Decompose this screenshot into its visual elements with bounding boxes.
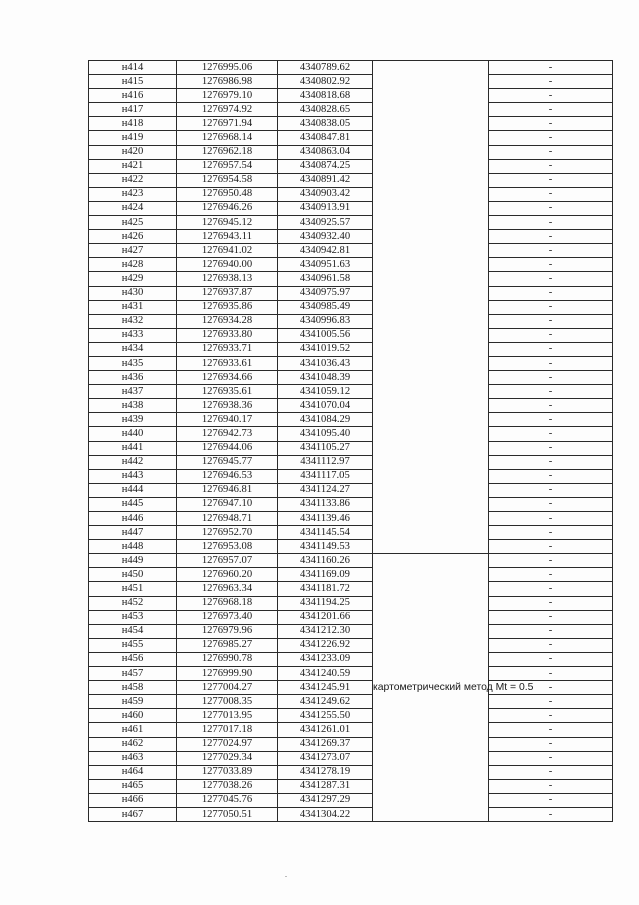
x-coordinate-cell: 1276938.36 bbox=[177, 399, 278, 413]
y-coordinate-cell: 4340975.97 bbox=[278, 286, 373, 300]
y-coordinate-cell: 4340951.63 bbox=[278, 258, 373, 272]
dash-cell: - bbox=[489, 469, 613, 483]
dash-cell: - bbox=[489, 779, 613, 793]
dash-cell: - bbox=[489, 89, 613, 103]
table-row bbox=[89, 75, 613, 89]
y-coordinate-cell: 4341019.52 bbox=[278, 342, 373, 356]
dash-cell: - bbox=[489, 328, 613, 342]
table-row bbox=[89, 286, 613, 300]
y-coordinate-cell: 4341169.09 bbox=[278, 568, 373, 582]
x-coordinate-cell: 1276942.73 bbox=[177, 427, 278, 441]
dash-cell: - bbox=[489, 413, 613, 427]
table-row bbox=[89, 512, 613, 526]
x-coordinate-cell: 1276948.71 bbox=[177, 512, 278, 526]
table-row bbox=[89, 497, 613, 511]
y-coordinate-cell: 4341212.30 bbox=[278, 624, 373, 638]
dash-cell: - bbox=[489, 286, 613, 300]
table-row bbox=[89, 723, 613, 737]
point-name-cell: н457 bbox=[89, 667, 177, 681]
y-coordinate-cell: 4341304.22 bbox=[278, 807, 373, 821]
y-coordinate-cell: 4340789.62 bbox=[278, 61, 373, 75]
table-row bbox=[89, 526, 613, 540]
x-coordinate-cell: 1276945.12 bbox=[177, 216, 278, 230]
dash-cell: - bbox=[489, 258, 613, 272]
y-coordinate-cell: 4341269.37 bbox=[278, 737, 373, 751]
x-coordinate-cell: 1276963.34 bbox=[177, 582, 278, 596]
x-coordinate-cell: 1276934.66 bbox=[177, 371, 278, 385]
point-name-cell: н423 bbox=[89, 187, 177, 201]
y-coordinate-cell: 4341194.25 bbox=[278, 596, 373, 610]
dash-cell: - bbox=[489, 145, 613, 159]
x-coordinate-cell: 1276950.48 bbox=[177, 187, 278, 201]
point-name-cell: н444 bbox=[89, 483, 177, 497]
x-coordinate-cell: 1276946.81 bbox=[177, 483, 278, 497]
x-coordinate-cell: 1276940.17 bbox=[177, 413, 278, 427]
y-coordinate-cell: 4340942.81 bbox=[278, 244, 373, 258]
y-coordinate-cell: 4341124.27 bbox=[278, 483, 373, 497]
point-name-cell: н425 bbox=[89, 216, 177, 230]
x-coordinate-cell: 1276935.61 bbox=[177, 385, 278, 399]
table-row bbox=[89, 779, 613, 793]
x-coordinate-cell: 1277038.26 bbox=[177, 779, 278, 793]
point-name-cell: н458 bbox=[89, 681, 177, 695]
dash-cell: - bbox=[489, 61, 613, 75]
y-coordinate-cell: 4340913.91 bbox=[278, 201, 373, 215]
point-name-cell: н465 bbox=[89, 779, 177, 793]
point-name-cell: н418 bbox=[89, 117, 177, 131]
dash-cell: - bbox=[489, 793, 613, 807]
y-coordinate-cell: 4341117.05 bbox=[278, 469, 373, 483]
y-coordinate-cell: 4341149.53 bbox=[278, 540, 373, 554]
table-row bbox=[89, 145, 613, 159]
y-coordinate-cell: 4340996.83 bbox=[278, 314, 373, 328]
dash-cell: - bbox=[489, 117, 613, 131]
table-row bbox=[89, 300, 613, 314]
dash-cell: - bbox=[489, 526, 613, 540]
table-row bbox=[89, 89, 613, 103]
x-coordinate-cell: 1276971.94 bbox=[177, 117, 278, 131]
point-name-cell: н442 bbox=[89, 455, 177, 469]
dash-cell: - bbox=[489, 356, 613, 370]
y-coordinate-cell: 4341273.07 bbox=[278, 751, 373, 765]
dash-cell: - bbox=[489, 652, 613, 666]
table-row bbox=[89, 469, 613, 483]
method-cell: картометрический метод Mt = 0.5 bbox=[373, 554, 489, 822]
y-coordinate-cell: 4340802.92 bbox=[278, 75, 373, 89]
table-row bbox=[89, 117, 613, 131]
x-coordinate-cell: 1276960.20 bbox=[177, 568, 278, 582]
x-coordinate-cell: 1276974.92 bbox=[177, 103, 278, 117]
y-coordinate-cell: 4341139.46 bbox=[278, 512, 373, 526]
point-name-cell: н431 bbox=[89, 300, 177, 314]
x-coordinate-cell: 1276985.27 bbox=[177, 638, 278, 652]
x-coordinate-cell: 1276937.87 bbox=[177, 286, 278, 300]
x-coordinate-cell: 1276979.10 bbox=[177, 89, 278, 103]
point-name-cell: н454 bbox=[89, 624, 177, 638]
dash-cell: - bbox=[489, 582, 613, 596]
point-name-cell: н421 bbox=[89, 159, 177, 173]
y-coordinate-cell: 4340891.42 bbox=[278, 173, 373, 187]
y-coordinate-cell: 4341278.19 bbox=[278, 765, 373, 779]
table-row bbox=[89, 173, 613, 187]
point-name-cell: н433 bbox=[89, 328, 177, 342]
dash-cell: - bbox=[489, 765, 613, 779]
point-name-cell: н443 bbox=[89, 469, 177, 483]
x-coordinate-cell: 1276943.11 bbox=[177, 230, 278, 244]
x-coordinate-cell: 1276938.13 bbox=[177, 272, 278, 286]
x-coordinate-cell: 1277013.95 bbox=[177, 709, 278, 723]
table-row bbox=[89, 765, 613, 779]
table-row bbox=[89, 314, 613, 328]
x-coordinate-cell: 1276968.18 bbox=[177, 596, 278, 610]
table-row bbox=[89, 244, 613, 258]
dash-cell: - bbox=[489, 75, 613, 89]
x-coordinate-cell: 1277029.34 bbox=[177, 751, 278, 765]
dash-cell: - bbox=[489, 342, 613, 356]
point-name-cell: н424 bbox=[89, 201, 177, 215]
y-coordinate-cell: 4341181.72 bbox=[278, 582, 373, 596]
y-coordinate-cell: 4341059.12 bbox=[278, 385, 373, 399]
table-row bbox=[89, 441, 613, 455]
table-row bbox=[89, 610, 613, 624]
point-name-cell: н447 bbox=[89, 526, 177, 540]
point-name-cell: н450 bbox=[89, 568, 177, 582]
y-coordinate-cell: 4341084.29 bbox=[278, 413, 373, 427]
y-coordinate-cell: 4341245.91 bbox=[278, 681, 373, 695]
table-row bbox=[89, 483, 613, 497]
table-row bbox=[89, 413, 613, 427]
y-coordinate-cell: 4341105.27 bbox=[278, 441, 373, 455]
dash-cell: - bbox=[489, 695, 613, 709]
table-row bbox=[89, 455, 613, 469]
dash-cell: - bbox=[489, 314, 613, 328]
dash-cell: - bbox=[489, 441, 613, 455]
x-coordinate-cell: 1276986.98 bbox=[177, 75, 278, 89]
point-name-cell: н422 bbox=[89, 173, 177, 187]
dash-cell: - bbox=[489, 681, 613, 695]
dash-cell: - bbox=[489, 737, 613, 751]
point-name-cell: н428 bbox=[89, 258, 177, 272]
point-name-cell: н463 bbox=[89, 751, 177, 765]
x-coordinate-cell: 1277050.51 bbox=[177, 807, 278, 821]
x-coordinate-cell: 1276935.86 bbox=[177, 300, 278, 314]
point-name-cell: н435 bbox=[89, 356, 177, 370]
table-row bbox=[89, 540, 613, 554]
x-coordinate-cell: 1276944.06 bbox=[177, 441, 278, 455]
table-row bbox=[89, 216, 613, 230]
point-name-cell: н459 bbox=[89, 695, 177, 709]
table-row bbox=[89, 187, 613, 201]
y-coordinate-cell: 4340818.68 bbox=[278, 89, 373, 103]
x-coordinate-cell: 1276968.14 bbox=[177, 131, 278, 145]
table-row bbox=[89, 737, 613, 751]
dash-cell: - bbox=[489, 230, 613, 244]
table-row bbox=[89, 582, 613, 596]
point-name-cell: н455 bbox=[89, 638, 177, 652]
dash-cell: - bbox=[489, 385, 613, 399]
y-coordinate-cell: 4341005.56 bbox=[278, 328, 373, 342]
point-name-cell: н440 bbox=[89, 427, 177, 441]
table-row bbox=[89, 272, 613, 286]
table-row bbox=[89, 201, 613, 215]
x-coordinate-cell: 1277008.35 bbox=[177, 695, 278, 709]
table-row bbox=[89, 568, 613, 582]
x-coordinate-cell: 1276946.26 bbox=[177, 201, 278, 215]
dash-cell: - bbox=[489, 497, 613, 511]
dash-cell: - bbox=[489, 159, 613, 173]
table-row bbox=[89, 356, 613, 370]
y-coordinate-cell: 4341233.09 bbox=[278, 652, 373, 666]
y-coordinate-cell: 4341095.40 bbox=[278, 427, 373, 441]
dash-cell: - bbox=[489, 272, 613, 286]
y-coordinate-cell: 4341297.29 bbox=[278, 793, 373, 807]
x-coordinate-cell: 1276934.28 bbox=[177, 314, 278, 328]
dash-cell: - bbox=[489, 807, 613, 821]
dash-cell: - bbox=[489, 300, 613, 314]
y-coordinate-cell: 4340932.40 bbox=[278, 230, 373, 244]
dash-cell: - bbox=[489, 624, 613, 638]
point-name-cell: н466 bbox=[89, 793, 177, 807]
point-name-cell: н437 bbox=[89, 385, 177, 399]
x-coordinate-cell: 1277004.27 bbox=[177, 681, 278, 695]
y-coordinate-cell: 4341201.66 bbox=[278, 610, 373, 624]
dash-cell: - bbox=[489, 216, 613, 230]
x-coordinate-cell: 1276933.61 bbox=[177, 356, 278, 370]
dash-cell: - bbox=[489, 371, 613, 385]
table-row bbox=[89, 751, 613, 765]
point-name-cell: н449 bbox=[89, 554, 177, 568]
table-row bbox=[89, 681, 613, 695]
table-row bbox=[89, 793, 613, 807]
y-coordinate-cell: 4340903.42 bbox=[278, 187, 373, 201]
scan-speck bbox=[285, 876, 287, 877]
table-row bbox=[89, 103, 613, 117]
dash-cell: - bbox=[489, 187, 613, 201]
y-coordinate-cell: 4341240.59 bbox=[278, 667, 373, 681]
table-row bbox=[89, 159, 613, 173]
y-coordinate-cell: 4341249.62 bbox=[278, 695, 373, 709]
y-coordinate-cell: 4341160.26 bbox=[278, 554, 373, 568]
point-name-cell: н461 bbox=[89, 723, 177, 737]
point-name-cell: н430 bbox=[89, 286, 177, 300]
table-row bbox=[89, 371, 613, 385]
table-row bbox=[89, 427, 613, 441]
x-coordinate-cell: 1276973.40 bbox=[177, 610, 278, 624]
x-coordinate-cell: 1276990.78 bbox=[177, 652, 278, 666]
x-coordinate-cell: 1276957.54 bbox=[177, 159, 278, 173]
dash-cell: - bbox=[489, 512, 613, 526]
x-coordinate-cell: 1276933.71 bbox=[177, 342, 278, 356]
dash-cell: - bbox=[489, 201, 613, 215]
dash-cell: - bbox=[489, 554, 613, 568]
dash-cell: - bbox=[489, 751, 613, 765]
x-coordinate-cell: 1276933.80 bbox=[177, 328, 278, 342]
y-coordinate-cell: 4341226.92 bbox=[278, 638, 373, 652]
dash-cell: - bbox=[489, 568, 613, 582]
table-row bbox=[89, 624, 613, 638]
x-coordinate-cell: 1276999.90 bbox=[177, 667, 278, 681]
y-coordinate-cell: 4341036.43 bbox=[278, 356, 373, 370]
point-name-cell: н426 bbox=[89, 230, 177, 244]
y-coordinate-cell: 4341145.54 bbox=[278, 526, 373, 540]
point-name-cell: н445 bbox=[89, 497, 177, 511]
table-row bbox=[89, 652, 613, 666]
table-row bbox=[89, 258, 613, 272]
point-name-cell: н446 bbox=[89, 512, 177, 526]
x-coordinate-cell: 1276946.53 bbox=[177, 469, 278, 483]
point-name-cell: н414 bbox=[89, 61, 177, 75]
dash-cell: - bbox=[489, 455, 613, 469]
dash-cell: - bbox=[489, 709, 613, 723]
point-name-cell: н456 bbox=[89, 652, 177, 666]
dash-cell: - bbox=[489, 723, 613, 737]
y-coordinate-cell: 4340874.25 bbox=[278, 159, 373, 173]
table-row bbox=[89, 695, 613, 709]
dash-cell: - bbox=[489, 483, 613, 497]
y-coordinate-cell: 4340828.65 bbox=[278, 103, 373, 117]
coordinates-table bbox=[88, 60, 613, 822]
point-name-cell: н434 bbox=[89, 342, 177, 356]
y-coordinate-cell: 4341261.01 bbox=[278, 723, 373, 737]
point-name-cell: н464 bbox=[89, 765, 177, 779]
dash-cell: - bbox=[489, 173, 613, 187]
table-row bbox=[89, 554, 613, 568]
table-row bbox=[89, 230, 613, 244]
point-name-cell: н427 bbox=[89, 244, 177, 258]
y-coordinate-cell: 4341255.50 bbox=[278, 709, 373, 723]
table-row bbox=[89, 638, 613, 652]
point-name-cell: н436 bbox=[89, 371, 177, 385]
point-name-cell: н429 bbox=[89, 272, 177, 286]
point-name-cell: н415 bbox=[89, 75, 177, 89]
point-name-cell: н451 bbox=[89, 582, 177, 596]
x-coordinate-cell: 1276979.96 bbox=[177, 624, 278, 638]
table-row bbox=[89, 61, 613, 75]
x-coordinate-cell: 1277017.18 bbox=[177, 723, 278, 737]
table-row bbox=[89, 385, 613, 399]
dash-cell: - bbox=[489, 596, 613, 610]
x-coordinate-cell: 1276941.02 bbox=[177, 244, 278, 258]
x-coordinate-cell: 1276952.70 bbox=[177, 526, 278, 540]
dash-cell: - bbox=[489, 103, 613, 117]
table-row bbox=[89, 342, 613, 356]
y-coordinate-cell: 4340847.81 bbox=[278, 131, 373, 145]
coordinates-table-body bbox=[89, 61, 613, 822]
table-row bbox=[89, 328, 613, 342]
method-cell-empty bbox=[373, 61, 489, 554]
dash-cell: - bbox=[489, 540, 613, 554]
point-name-cell: н452 bbox=[89, 596, 177, 610]
dash-cell: - bbox=[489, 399, 613, 413]
x-coordinate-cell: 1277045.76 bbox=[177, 793, 278, 807]
table-row bbox=[89, 709, 613, 723]
y-coordinate-cell: 4341112.97 bbox=[278, 455, 373, 469]
x-coordinate-cell: 1276954.58 bbox=[177, 173, 278, 187]
dash-cell: - bbox=[489, 427, 613, 441]
point-name-cell: н467 bbox=[89, 807, 177, 821]
point-name-cell: н420 bbox=[89, 145, 177, 159]
x-coordinate-cell: 1277024.97 bbox=[177, 737, 278, 751]
point-name-cell: н416 bbox=[89, 89, 177, 103]
table-row bbox=[89, 131, 613, 145]
x-coordinate-cell: 1276962.18 bbox=[177, 145, 278, 159]
point-name-cell: н462 bbox=[89, 737, 177, 751]
point-name-cell: н448 bbox=[89, 540, 177, 554]
point-name-cell: н460 bbox=[89, 709, 177, 723]
x-coordinate-cell: 1276953.08 bbox=[177, 540, 278, 554]
dash-cell: - bbox=[489, 638, 613, 652]
y-coordinate-cell: 4341048.39 bbox=[278, 371, 373, 385]
y-coordinate-cell: 4341070.04 bbox=[278, 399, 373, 413]
y-coordinate-cell: 4340925.57 bbox=[278, 216, 373, 230]
y-coordinate-cell: 4341287.31 bbox=[278, 779, 373, 793]
x-coordinate-cell: 1276945.77 bbox=[177, 455, 278, 469]
table-row bbox=[89, 399, 613, 413]
x-coordinate-cell: 1277033.89 bbox=[177, 765, 278, 779]
point-name-cell: н432 bbox=[89, 314, 177, 328]
table-row bbox=[89, 596, 613, 610]
point-name-cell: н453 bbox=[89, 610, 177, 624]
dash-cell: - bbox=[489, 131, 613, 145]
y-coordinate-cell: 4340838.05 bbox=[278, 117, 373, 131]
y-coordinate-cell: 4340863.04 bbox=[278, 145, 373, 159]
point-name-cell: н438 bbox=[89, 399, 177, 413]
point-name-cell: н419 bbox=[89, 131, 177, 145]
point-name-cell: н441 bbox=[89, 441, 177, 455]
table-row bbox=[89, 807, 613, 821]
table-row bbox=[89, 667, 613, 681]
x-coordinate-cell: 1276995.06 bbox=[177, 61, 278, 75]
x-coordinate-cell: 1276940.00 bbox=[177, 258, 278, 272]
dash-cell: - bbox=[489, 244, 613, 258]
y-coordinate-cell: 4341133.86 bbox=[278, 497, 373, 511]
dash-cell: - bbox=[489, 667, 613, 681]
dash-cell: - bbox=[489, 610, 613, 624]
y-coordinate-cell: 4340961.58 bbox=[278, 272, 373, 286]
x-coordinate-cell: 1276947.10 bbox=[177, 497, 278, 511]
point-name-cell: н417 bbox=[89, 103, 177, 117]
x-coordinate-cell: 1276957.07 bbox=[177, 554, 278, 568]
point-name-cell: н439 bbox=[89, 413, 177, 427]
y-coordinate-cell: 4340985.49 bbox=[278, 300, 373, 314]
